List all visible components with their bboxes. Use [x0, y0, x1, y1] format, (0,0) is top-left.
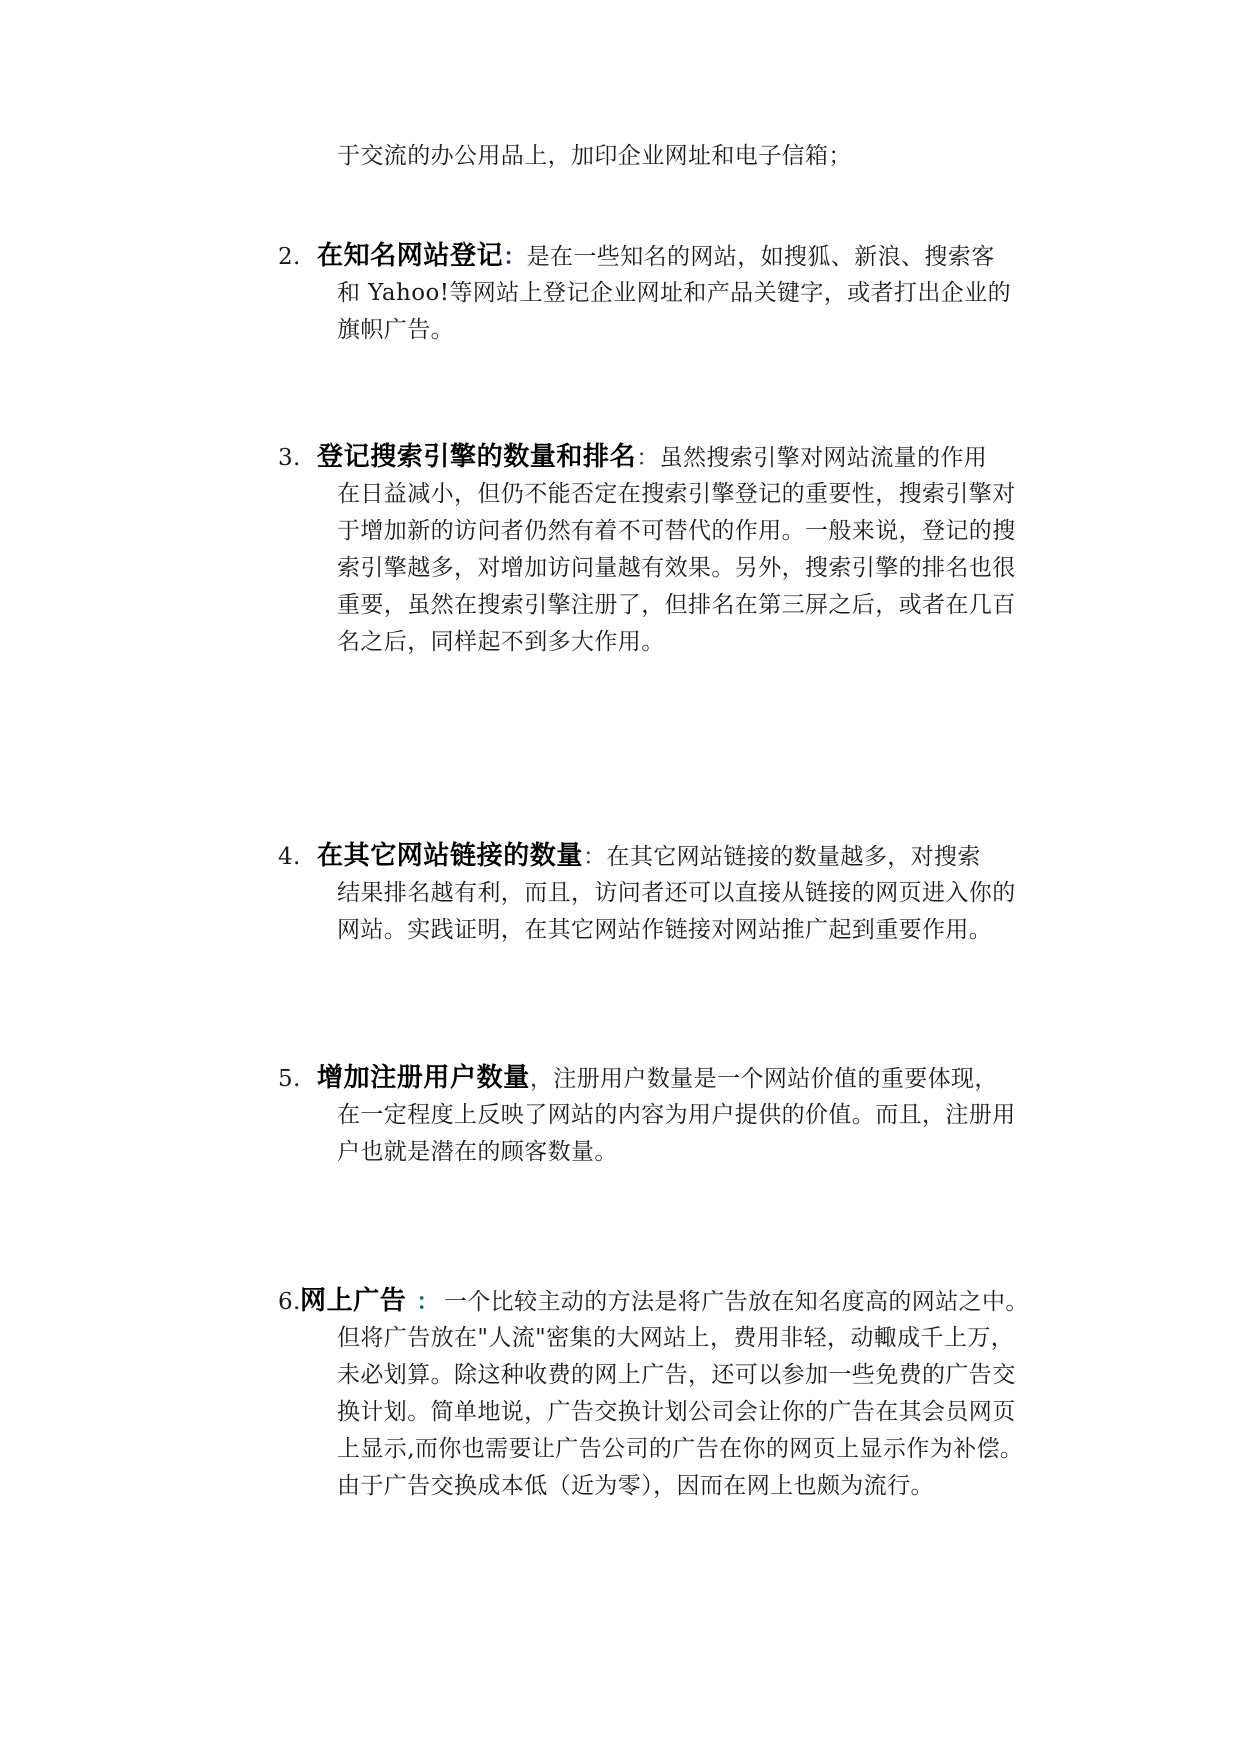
item-first-line-text: 注册用户数量是一个网站价值的重要体现，: [553, 1066, 998, 1092]
item-heading: 登记搜索引擎的数量和排名: [317, 442, 637, 472]
item-body-line: 于增加新的访问者仍然有着不可替代的作用。一般来说，登记的搜: [337, 518, 1016, 544]
item-heading: 在知名网站登记: [317, 241, 504, 271]
list-item-3-first-line: [278, 442, 987, 473]
item-body-line: 在一定程度上反映了网站的内容为用户提供的价值。而且，注册用: [337, 1102, 1016, 1128]
list-item-5-first-line: [278, 1063, 998, 1094]
list-item-2-first-line: [278, 241, 995, 272]
item-first-line-text: 在其它网站链接的数量越多，对搜索: [606, 844, 981, 870]
item-body-line: 由于广告交换成本低（近为零），因而在网上也颇为流行。: [337, 1473, 934, 1499]
item-body-line: 名之后，同样起不到多大作用。: [337, 629, 665, 655]
item-number: 4.: [278, 844, 301, 870]
item-first-line-text: 是在一些知名的网站，如搜狐、新浪、搜索客: [526, 244, 995, 270]
item-heading: 在其它网站链接的数量: [317, 841, 584, 871]
list-item-4-first-line: [278, 841, 981, 872]
item-heading: 增加注册用户数量: [317, 1063, 530, 1093]
item-heading: 网上广告: [300, 1286, 407, 1316]
item-body-line: 但将广告放在"人流"密集的大网站上，费用非轻，动輙成千上万，: [337, 1325, 1015, 1351]
intro-line: 于交流的办公用品上，加印企业网址和电子信箱；: [337, 143, 852, 169]
item-body-line: 重要，虽然在搜索引擎注册了，但排名在第三屏之后，或者在几百: [337, 592, 1016, 618]
item-separator: ：: [503, 243, 527, 270]
item-separator: ：: [583, 844, 607, 870]
item-separator: ，: [529, 1066, 554, 1092]
item-body-line: 网站。实践证明，在其它网站作链接对网站推广起到重要作用。: [337, 917, 993, 943]
item-first-line-text: 虽然搜索引擎对网站流量的作用: [659, 445, 988, 471]
item-number: 6.: [278, 1289, 301, 1315]
item-body-line: 上显示,而你也需要让广告公司的广告在你的网页上显示作为补偿。: [337, 1436, 1024, 1462]
item-number: 5.: [278, 1066, 301, 1092]
item-body-line: 旗帜广告。: [337, 317, 454, 343]
item-body-line: 和 Yahoo!等网站上登记企业网址和产品关键字，或者打出企业的: [337, 280, 1011, 306]
list-item-6-first-line: [278, 1286, 1029, 1317]
item-body-line: 在日益减小，但仍不能否定在搜索引擎登记的重要性，搜索引擎对: [337, 481, 1016, 507]
item-number: 3.: [278, 445, 301, 471]
item-separator: ：: [416, 1288, 440, 1315]
item-body-line: 结果排名越有利，而且，访问者还可以直接从链接的网页进入你的: [337, 880, 1016, 906]
item-first-line-text: 一个比较主动的方法是将广告放在知名度高的网站之中。: [443, 1289, 1029, 1315]
item-body-line: 索引擎越多，对增加访问量越有效果。另外，搜索引擎的排名也很: [337, 555, 1016, 581]
item-body-line: 户也就是潜在的顾客数量。: [337, 1139, 618, 1165]
item-separator: ：: [636, 445, 660, 471]
item-body-line: 换计划。简单地说，广告交换计划公司会让你的广告在其会员网页: [337, 1399, 1016, 1425]
item-number: 2.: [278, 244, 301, 270]
item-body-line: 未必划算。除这种收费的网上广告，还可以参加一些免费的广告交: [337, 1362, 1016, 1388]
